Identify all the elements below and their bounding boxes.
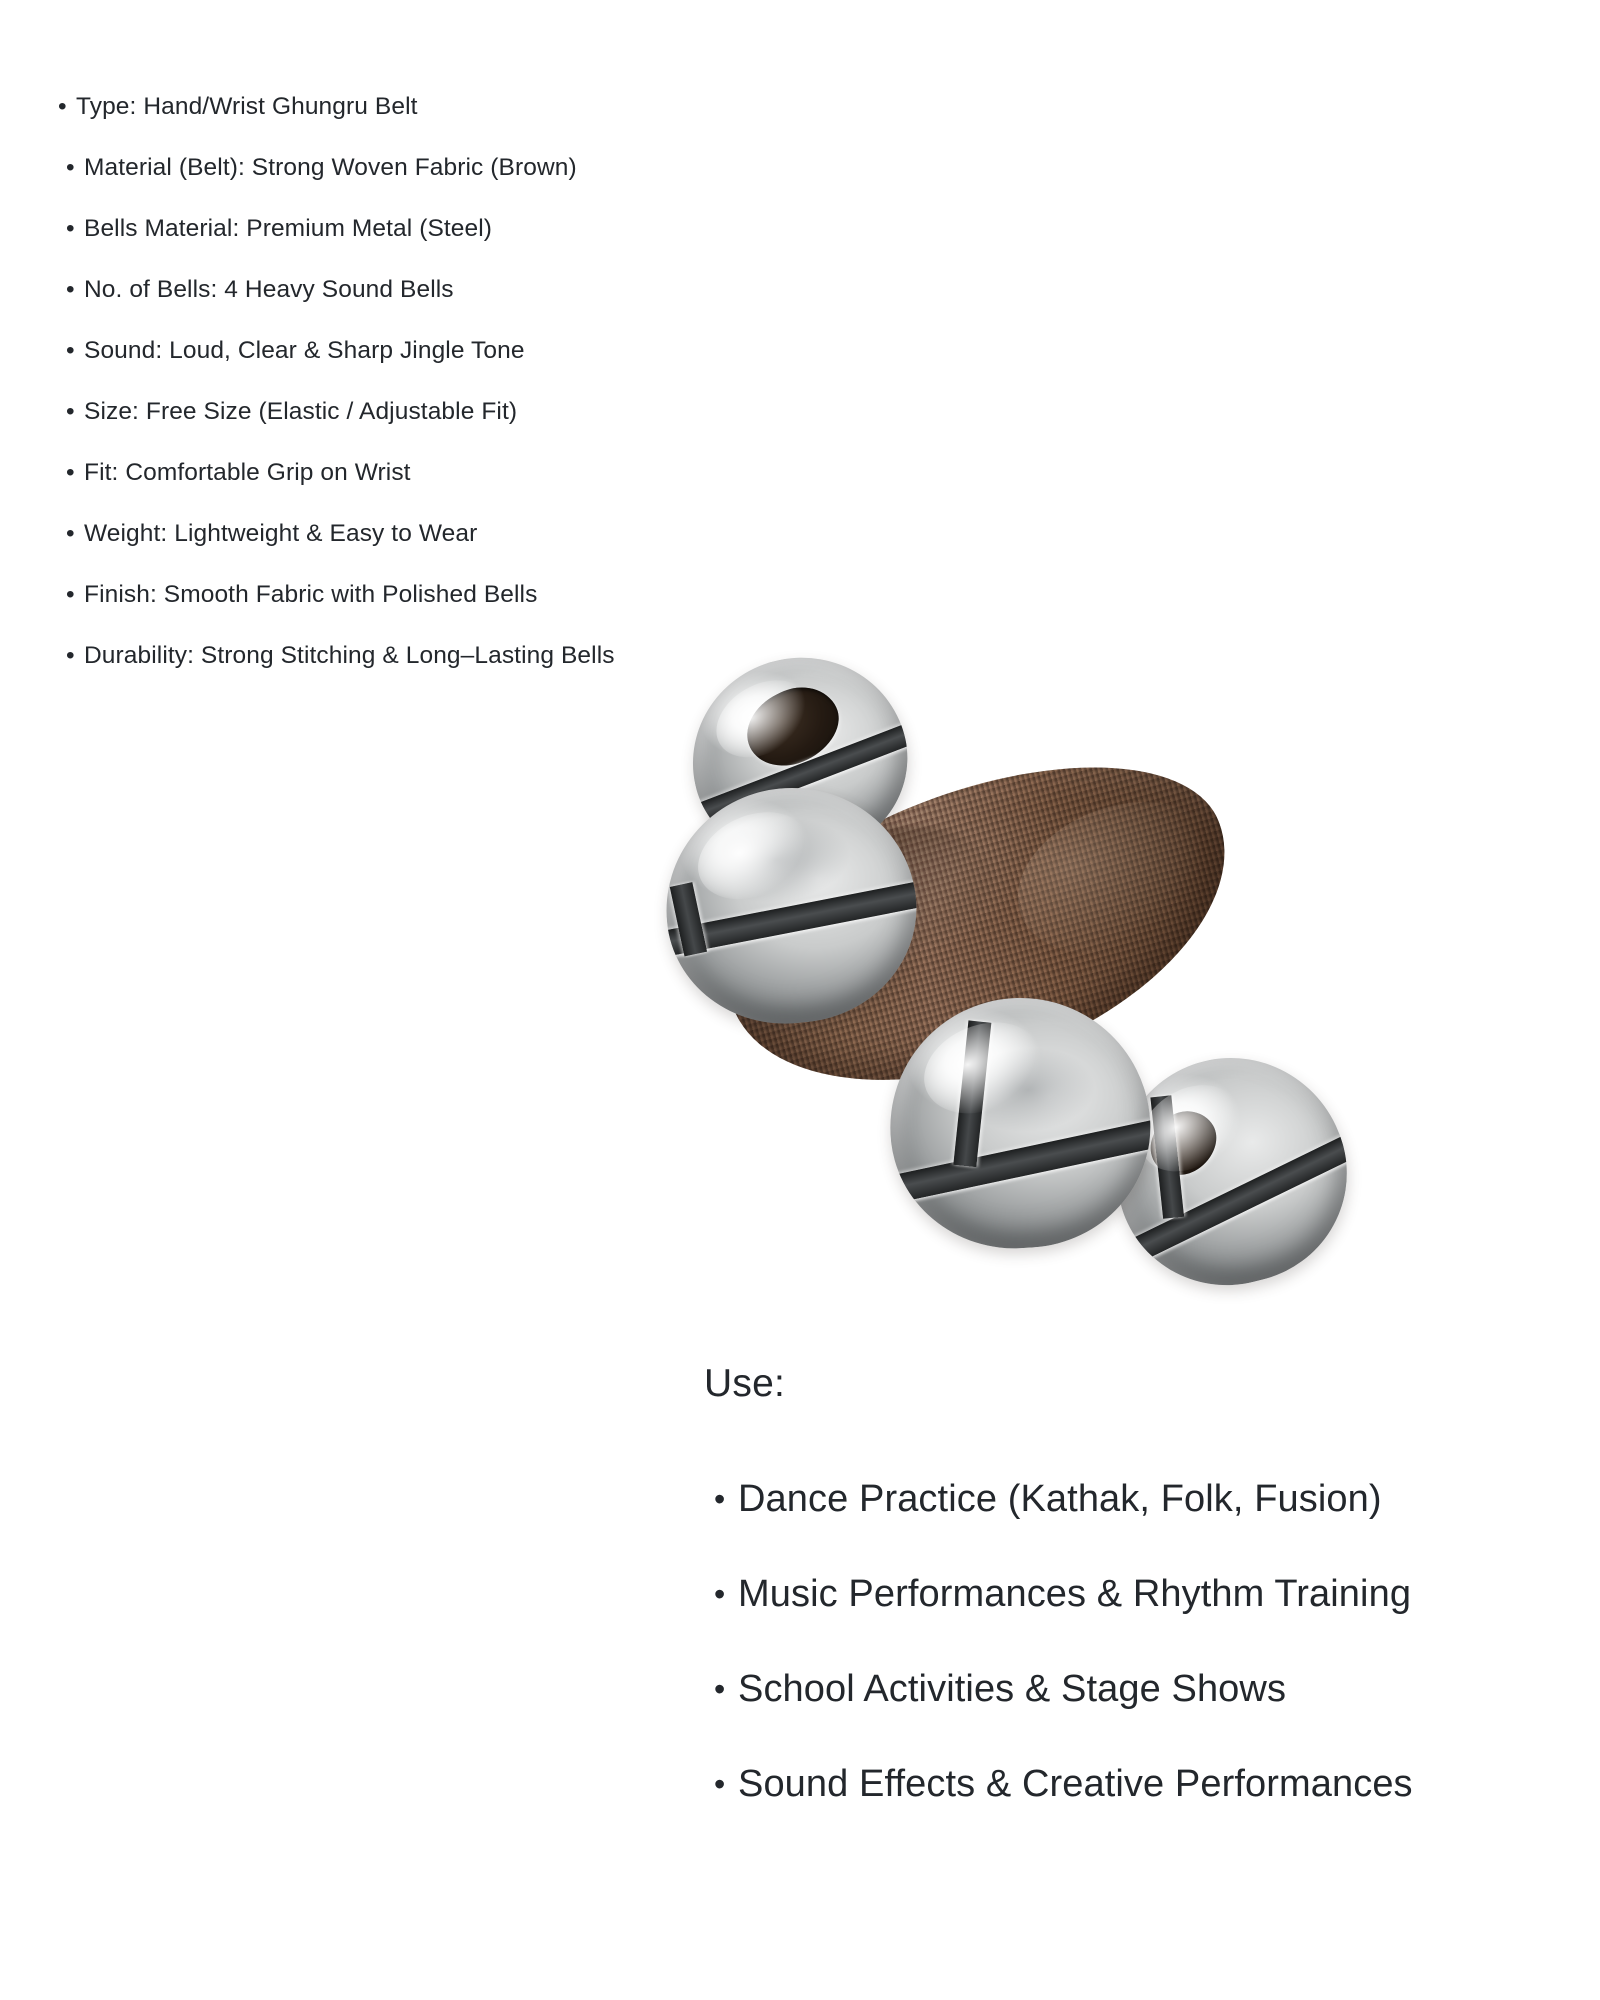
use-text: Sound Effects & Creative Performances (738, 1763, 1413, 1805)
spec-text: Material (Belt): Strong Woven Fabric (Brown) (84, 154, 577, 181)
use-text: Music Performances & Rhythm Training (738, 1573, 1412, 1615)
list-item (58, 198, 698, 259)
spec-text: Size: Free Size (Elastic / Adjustable Fit) (84, 398, 518, 425)
spec-text: Type: Hand/Wrist Ghungru Belt (76, 93, 418, 120)
bullet-icon: • (66, 337, 75, 364)
use-text: Dance Practice (Kathak, Folk, Fusion) (738, 1478, 1382, 1520)
bullet-icon: • (66, 154, 75, 181)
bell-slit-vertical (953, 1020, 991, 1167)
bullet-icon: • (66, 459, 75, 486)
bullet-icon: • (66, 520, 75, 547)
list-item (58, 137, 698, 198)
list-item (58, 259, 698, 320)
spec-text: Fit: Comfortable Grip on Wrist (84, 459, 411, 486)
bullet-icon: • (714, 1481, 726, 1517)
use-heading: Use: (704, 1362, 785, 1405)
spec-text: Finish: Smooth Fabric with Polished Bells (84, 581, 538, 608)
bell-ridge (697, 810, 855, 910)
list-item (58, 381, 698, 442)
bullet-icon: • (66, 581, 75, 608)
spec-text: Durability: Strong Stitching & Long–Lasting Bells (84, 642, 615, 669)
bullet-icon: • (66, 398, 75, 425)
bell-slit-vertical (1150, 1095, 1183, 1219)
list-item (700, 1452, 1540, 1547)
spec-text: No. of Bells: 4 Heavy Sound Bells (84, 276, 454, 303)
product-image-ghungru-bell-belt (660, 640, 1360, 1300)
bullet-icon: • (714, 1576, 726, 1612)
product-image-stage (660, 640, 1360, 1300)
spec-text: Sound: Loud, Clear & Sharp Jingle Tone (84, 337, 525, 364)
use-list (700, 1452, 1540, 1832)
list-item (700, 1642, 1540, 1737)
list-item (58, 503, 698, 564)
list-item (58, 320, 698, 381)
bullet-icon: • (66, 642, 75, 669)
list-item (700, 1737, 1540, 1832)
use-section (700, 1358, 1540, 1832)
bullet-icon: • (714, 1766, 726, 1802)
list-item (700, 1547, 1540, 1642)
spec-text: Bells Material: Premium Metal (Steel) (84, 215, 493, 242)
bullet-icon: • (66, 215, 75, 242)
list-item (58, 442, 698, 503)
bullet-icon: • (58, 93, 67, 120)
bullet-icon: • (714, 1671, 726, 1707)
spec-text: Weight: Lightweight & Easy to Wear (84, 520, 478, 547)
bullet-icon: • (66, 276, 75, 303)
list-item (58, 76, 698, 137)
list-item (58, 564, 698, 625)
list-item (58, 625, 698, 686)
bell-opening (1138, 1099, 1229, 1188)
specification-list (58, 76, 698, 686)
use-text: School Activities & Stage Shows (738, 1668, 1287, 1710)
bell-slit (1117, 1133, 1359, 1268)
